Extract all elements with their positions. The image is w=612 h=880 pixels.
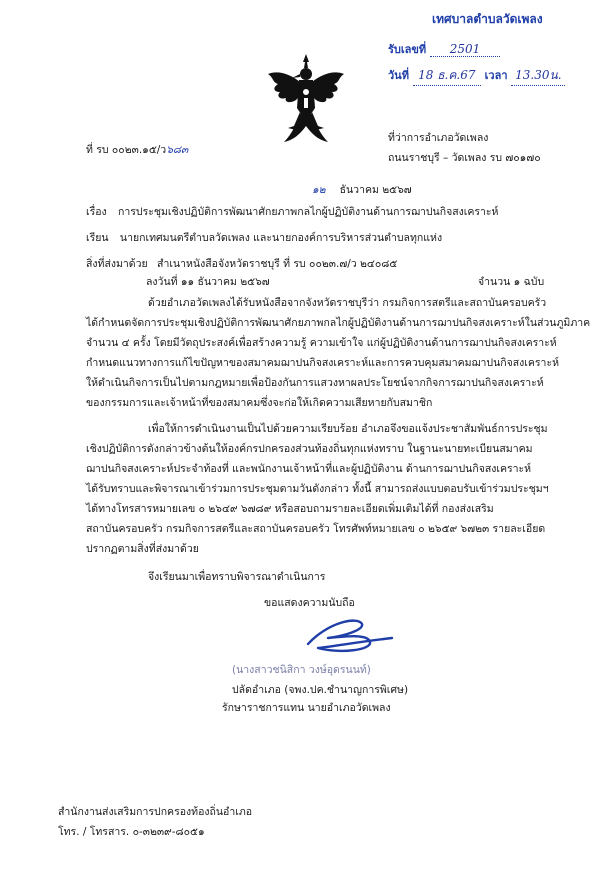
stamp-organization: เทศบาลตำบลวัดเพลง <box>432 12 543 26</box>
closing-request: จึงเรียนมาเพื่อทราบพิจารณาดำเนินการ <box>148 571 326 583</box>
document-number-handwritten: ๖๘๓ <box>166 144 189 156</box>
handwritten-signature-icon <box>288 614 398 656</box>
stamp-receive-row <box>388 40 500 58</box>
date-month-year: ธันวาคม ๒๕๖๗ <box>339 184 412 196</box>
body-p2-line-1: เพื่อให้การดำเนินงานเป็นไปด้วยความเรียบร้อย อำเภอจึงขอแจ้งประชาสัมพันธ์การประชุม <box>148 423 548 435</box>
body-p1-line-2: ได้กำหนดจัดการประชุมเชิงปฏิบัติการพัฒนาศักยภาพกลไกผู้ปฏิบัติงานด้านการฌาปนกิจสงเคราะห์ในส่วนภูมิภาค <box>86 317 591 329</box>
document-date <box>312 184 412 197</box>
office-name: ที่ว่าการอำเภอวัดเพลง <box>388 132 489 144</box>
footer-phone: โทร. / โทรสาร. ๐-๓๒๓๙-๘๐๕๑ <box>58 826 205 838</box>
recipient-text: นายกเทศมนตรีตำบลวัดเพลง และนายกองค์การบริหารส่วนตำบลทุกแห่ง <box>119 232 443 244</box>
body-p1-line-6: ของกรรมการและเจ้าหน้าที่ของสมาคมซึ่งจะก่อให้เกิดความเสียหายกับสมาชิก <box>86 397 433 409</box>
body-p2-line-7: ปรากฏตามสิ่งที่ส่งมาด้วย <box>86 543 199 555</box>
recipient-line <box>86 232 442 245</box>
enclosure-count: จำนวน ๑ ฉบับ <box>478 276 545 288</box>
receive-stamp <box>372 2 610 94</box>
recipient-label: เรียน <box>86 232 109 244</box>
stamp-receive-number: 2501 <box>430 42 500 57</box>
body-p2-line-2: เชิงปฏิบัติการดังกล่าวข้างต้นให้องค์กรปกครองส่วนท้องถิ่นทุกแห่งทราบ ในฐานะนายทะเบียนสมาคม <box>86 443 533 455</box>
footer-department: สำนักงานส่งเสริมการปกครองท้องถิ่นอำเภอ <box>58 806 253 818</box>
enclosure-date: ลงวันที่ ๑๑ ธันวาคม ๒๕๖๗ <box>146 276 270 288</box>
subject-text: การประชุมเชิงปฏิบัติการพัฒนาศักยภาพกลไกผู้ปฏิบัติงานด้านการฌาปนกิจสงเคราะห์ <box>118 206 499 218</box>
body-p2-line-3: ฌาปนกิจสงเคราะห์ประจำท้องที่ และพนักงานเจ้าหน้าที่และผู้ปฏิบัติงาน ด้านการฌาปนกิจสงเคราะห์ <box>86 463 532 475</box>
stamp-date-label: วันที่ <box>388 69 409 82</box>
subject-label: เรื่อง <box>86 206 107 218</box>
document-number-prefix: ที่ รบ ๐๐๒๓.๑๕/ว <box>86 144 167 156</box>
enclosure-text: สำเนาหนังสือจังหวัดราชบุรี ที่ รบ ๐๐๒๓.๗/ว ๒๔๐๘๕ <box>157 258 398 270</box>
body-p2-line-5: ได้ทางโทรสารหมายเลข ๐ ๒๖๔๙ ๖๗๘๙ หรือสอบถามรายละเอียดเพิ่มเติมได้ที่ กองส่งเสริม <box>86 503 494 515</box>
body-p1-line-3: จำนวน ๔ ครั้ง โดยมีวัตถุประสงค์เพื่อสร้างความรู้ ความเข้าใจ แก่ผู้ปฏิบัติงานด้านการฌาปนกิจสงเคราะห์ <box>86 337 557 349</box>
body-p1-line-5: ให้ดำเนินกิจการเป็นไปตามกฎหมายเพื่อป้องกันการแสวงหาผลประโยชน์จากกิจการฌาปนกิจสงเคราะห์ <box>86 377 544 389</box>
body-p2-line-4: ได้รับทราบและพิจารณาเข้าร่วมการประชุมตามวันดังกล่าว ทั้งนี้ สามารถส่งแบบตอบรับเข้าร่วมประชุมฯ <box>86 483 549 495</box>
date-day-handwritten: ๑๒ <box>312 184 326 196</box>
enclosure-label: สิ่งที่ส่งมาด้วย <box>86 258 148 270</box>
garuda-emblem-icon <box>266 52 346 146</box>
office-address: ถนนราชบุรี – วัดเพลง รบ ๗๐๑๗๐ <box>388 152 541 164</box>
body-p1-line-1: ด้วยอำเภอวัดเพลงได้รับหนังสือจากจังหวัดราชบุรีว่า กรมกิจการสตรีและสถาบันครอบครัว <box>148 297 547 309</box>
stamp-time-value: 13.30น. <box>511 66 565 86</box>
stamp-time-label: เวลา <box>484 69 508 82</box>
document-number <box>86 144 188 157</box>
stamp-date-value: 18 ธ.ค.67 <box>413 66 481 86</box>
signer-position-1: ปลัดอำเภอ (จพง.ปค.ชำนาญการพิเศษ) <box>232 684 409 696</box>
closing-salutation: ขอแสดงความนับถือ <box>264 597 355 609</box>
stamp-receive-label: รับเลขที่ <box>388 43 427 56</box>
enclosure-line <box>86 258 397 271</box>
body-p1-line-4: กำหนดแนวทางการแก้ไขปัญหาของสมาคมฌาปนกิจสงเคราะห์และการควบคุมสมาคมฌาปนกิจสงเคราะห์ <box>86 357 560 369</box>
signer-name: (นางสาวชนิสิกา วงษ์อุดรนนท์) <box>232 664 371 676</box>
signer-position-2: รักษาราชการแทน นายอำเภอวัดเพลง <box>222 702 391 714</box>
stamp-date-row <box>388 66 565 86</box>
subject-line <box>86 206 498 219</box>
body-p2-line-6: สถาบันครอบครัว กรมกิจการสตรีและสถาบันครอบครัว โทรศัพท์หมายเลข ๐ ๒๖๕๙ ๖๗๒๓ รายละเอียด <box>86 523 546 535</box>
